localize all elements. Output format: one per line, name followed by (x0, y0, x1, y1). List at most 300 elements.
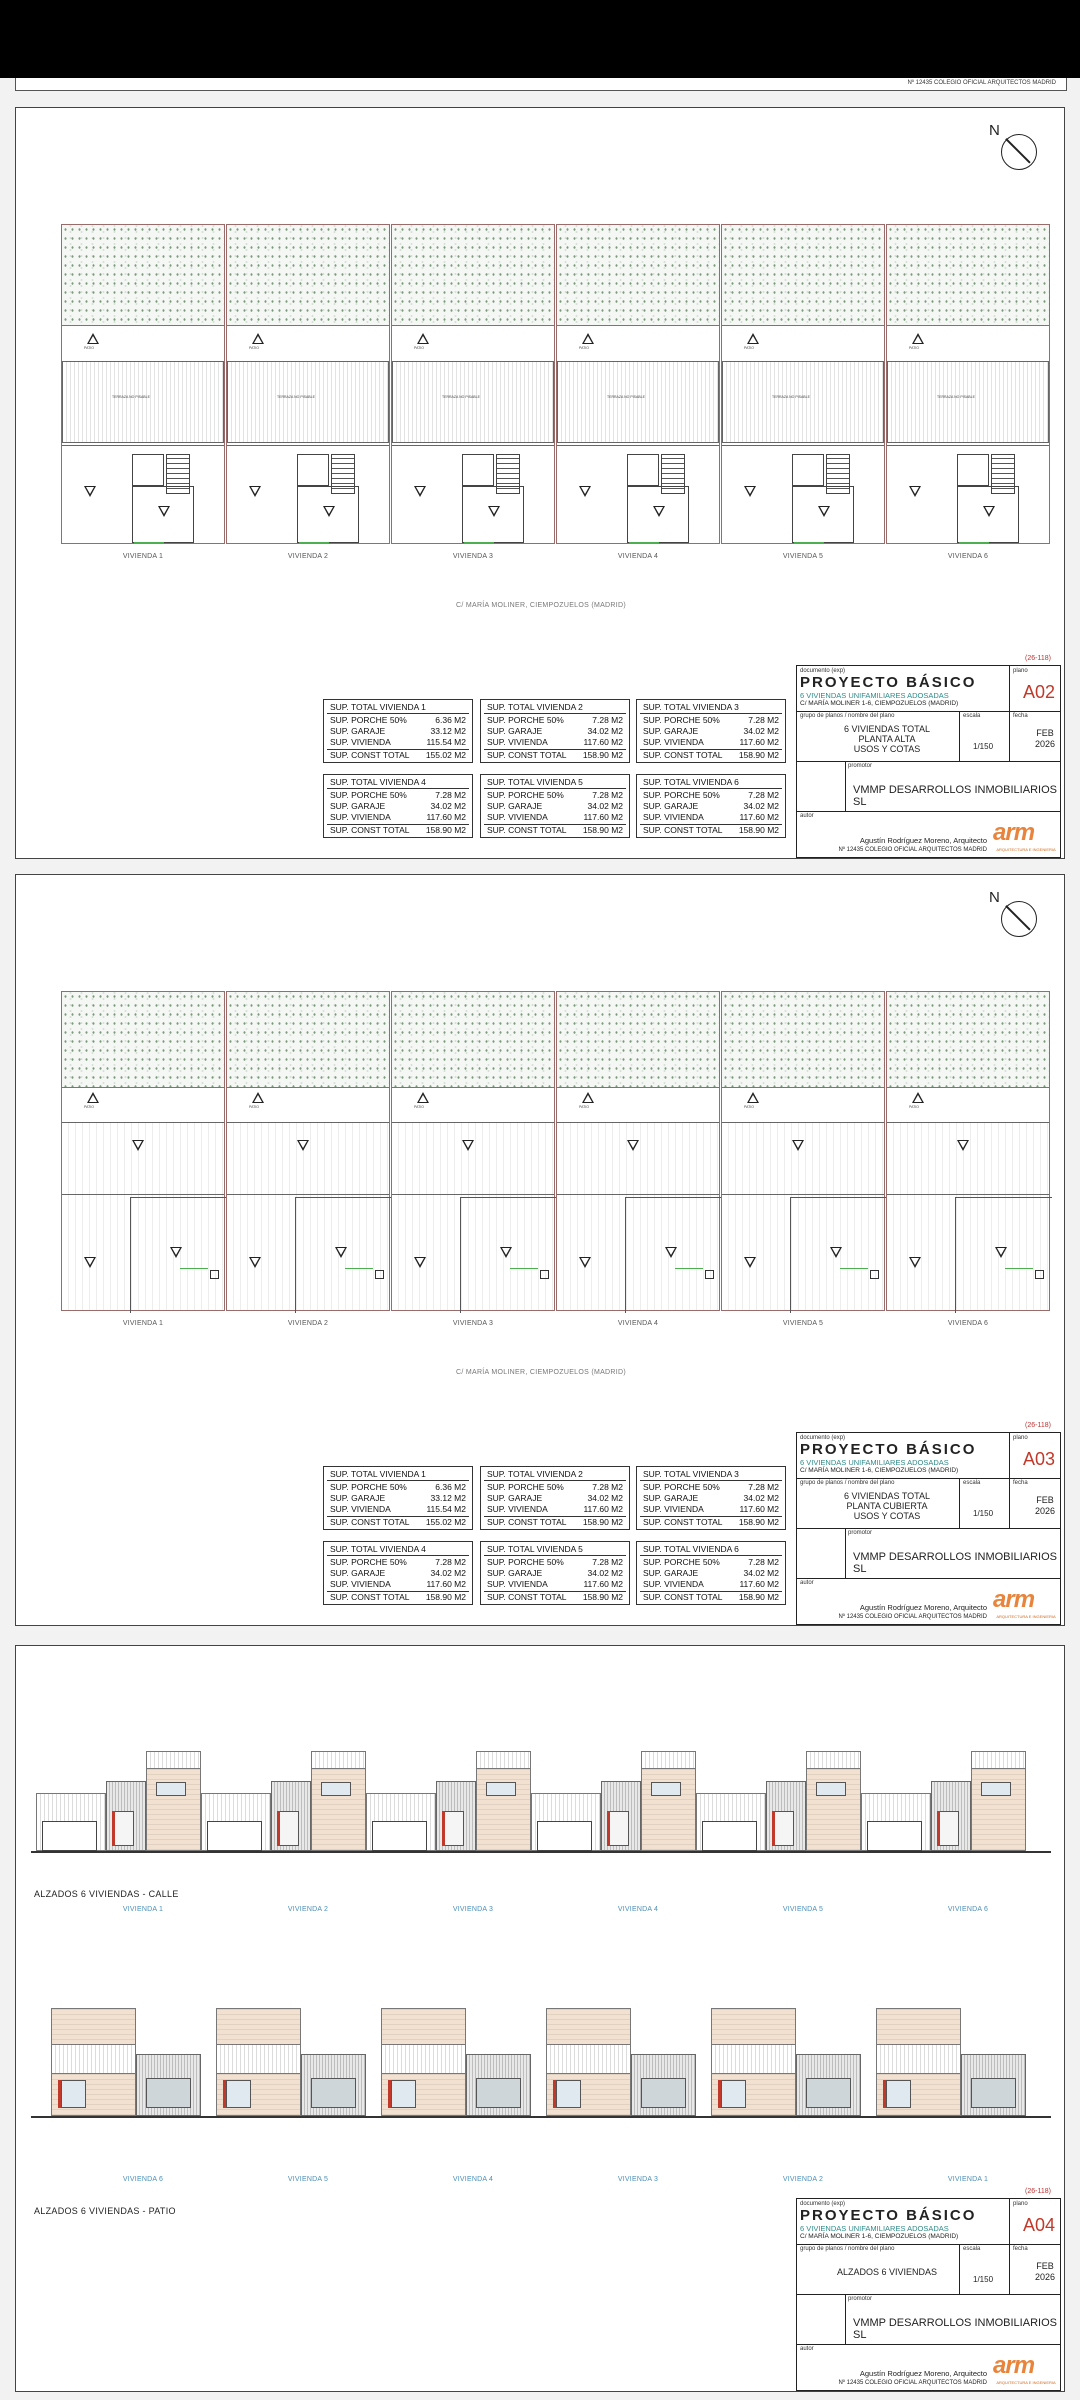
surface-row (487, 1493, 623, 1504)
logo-tagline: ARQUITECTURA E INGENIERIA (996, 2380, 1056, 2385)
surface-value: 34.02 M2 (743, 1568, 779, 1578)
logo-tagline: ARQUITECTURA E INGENIERIA (996, 847, 1056, 852)
surface-table (480, 774, 630, 838)
surface-total-key: SUP. CONST TOTAL (487, 1592, 567, 1602)
surface-key: SUP. PORCHE 50% (643, 715, 720, 725)
table-rule (327, 1555, 469, 1556)
surface-key: SUP. VIVIENDA (330, 737, 391, 747)
surface-key: SUP. PORCHE 50% (330, 790, 407, 800)
house-label: VIVIENDA 3 (452, 1320, 494, 1327)
surface-value: 117.60 M2 (739, 812, 779, 822)
title-block-frame (796, 2198, 1061, 2391)
surface-table-title: SUP. TOTAL VIVIENDA 4 (330, 777, 426, 787)
document-title: PROYECTO BÁSICO (800, 1441, 977, 1458)
plan-unit (391, 991, 555, 1311)
plano-label: plano (1013, 668, 1028, 674)
surface-key: SUP. VIVIENDA (330, 1504, 391, 1514)
firm-logo (993, 1583, 1059, 1619)
surface-value: 7.28 M2 (435, 1557, 466, 1567)
date-month: FEB (1036, 728, 1054, 738)
surface-value: 34.02 M2 (587, 801, 623, 811)
scale-label: escala (963, 2246, 981, 2252)
surface-total-value: 155.02 M2 (425, 750, 466, 760)
surface-row (330, 1504, 466, 1515)
logo-tagline: ARQUITECTURA E INGENIERIA (996, 1614, 1056, 1619)
surface-total-key: SUP. CONST TOTAL (643, 1592, 723, 1602)
patio-door (146, 2078, 191, 2108)
house-label: VIVIENDA 3 (452, 553, 494, 560)
street-label: C/ MARÍA MOLINER, CIEMPOZUELOS (MADRID) (456, 602, 626, 609)
rooms-area (557, 445, 719, 543)
patio-door (971, 2078, 1016, 2108)
promotor-label: promotor (848, 2296, 873, 2302)
firm-logo (993, 2349, 1059, 2385)
house-label: VIVIENDA 3 (452, 1906, 494, 1913)
garden-hatch (887, 992, 1049, 1088)
house-label: VIVIENDA 6 (947, 1320, 989, 1327)
window-frame-red (58, 2080, 61, 2108)
street-elevation (36, 1741, 1046, 1851)
author-registry: Nº 12435 COLEGIO OFICIAL ARQUITECTOS MADRID (838, 847, 987, 853)
garden-hatch (722, 992, 884, 1088)
level-marker-icon (582, 333, 594, 344)
north-arrow-icon (1001, 134, 1037, 170)
drawing-name-line: USOS Y COTAS (853, 1511, 921, 1521)
surface-table-title: SUP. TOTAL VIVIENDA 3 (643, 1469, 739, 1479)
street-label: C/ MARÍA MOLINER, CIEMPOZUELOS (MADRID) (456, 1369, 626, 1376)
window-frame-red (388, 2080, 391, 2108)
plan-unit (61, 991, 225, 1311)
upper-window (816, 1782, 846, 1796)
author-registry: Nº 12435 COLEGIO OFICIAL ARQUITECTOS MADRID (838, 2380, 987, 2386)
surface-total-row (643, 1592, 779, 1603)
surface-table (323, 699, 473, 763)
surface-row (330, 726, 466, 737)
level-marker-icon (627, 1140, 639, 1151)
surface-table-title: SUP. TOTAL VIVIENDA 1 (330, 1469, 426, 1479)
rear-window (556, 2080, 581, 2108)
surface-key: SUP. PORCHE 50% (487, 1482, 564, 1492)
project-address: C/ MARÍA MOLINER 1-6, CIEMPOZUELOS (MADRID) (800, 1467, 959, 1474)
house-label: VIVIENDA 2 (287, 553, 329, 560)
rear-white-band (216, 2044, 301, 2074)
bathroom (792, 454, 824, 486)
house-label: VIVIENDA 6 (122, 2176, 164, 2183)
logo-word: arm (993, 2352, 1035, 2379)
surface-key: SUP. VIVIENDA (487, 1579, 548, 1589)
divider (797, 1578, 1060, 1579)
ground-line (31, 1851, 1051, 1853)
plan-unit (886, 224, 1050, 544)
garden-hatch (392, 225, 554, 326)
railing-green (134, 542, 164, 544)
gutter-green (345, 1268, 373, 1269)
surface-key: SUP. PORCHE 50% (330, 1557, 407, 1567)
house-label: VIVIENDA 1 (122, 1906, 164, 1913)
house-label: VIVIENDA 4 (617, 553, 659, 560)
room-label: PATIO (579, 346, 589, 350)
plano-number: A03 (1023, 1449, 1056, 1469)
rear-window (391, 2080, 416, 2108)
date-label: fecha (1013, 713, 1028, 719)
level-marker-icon (252, 1092, 264, 1103)
surface-row (643, 1557, 779, 1568)
room-label: PATIO (909, 1105, 919, 1109)
logo-word: arm (993, 1586, 1035, 1613)
surface-key: SUP. PORCHE 50% (330, 1482, 407, 1492)
surface-key: SUP. VIVIENDA (487, 737, 548, 747)
garage-door (207, 1821, 262, 1851)
level-marker-icon (87, 333, 99, 344)
plano-number: A02 (1023, 682, 1056, 702)
surface-value: 34.02 M2 (743, 1493, 779, 1503)
level-marker-icon (87, 1092, 99, 1103)
scale-value: 1/150 (973, 2275, 994, 2284)
surface-key: SUP. GARAJE (487, 801, 543, 811)
room-label: PATIO (249, 1105, 259, 1109)
divider (959, 2244, 960, 2294)
rooms-area (227, 445, 389, 543)
garden-hatch (392, 992, 554, 1088)
surface-total-key: SUP. CONST TOTAL (487, 1517, 567, 1527)
level-marker-icon (579, 1257, 591, 1268)
divider (1009, 666, 1010, 761)
plano-label: plano (1013, 1435, 1028, 1441)
roof-label: TERRAZA NO PISABLE (277, 395, 315, 399)
drawing-name-line: PLANTA ALTA (858, 734, 916, 744)
surface-total-key: SUP. CONST TOTAL (330, 1517, 410, 1527)
garden-hatch (557, 225, 719, 326)
drawing-code: (26-118) (1025, 1422, 1051, 1429)
surface-row (487, 726, 623, 737)
surface-total-row (330, 825, 466, 836)
surface-key: SUP. VIVIENDA (330, 812, 391, 822)
surface-key: SUP. GARAJE (487, 1493, 543, 1503)
firm-logo (993, 816, 1059, 852)
house-label: VIVIENDA 1 (947, 2176, 989, 2183)
garden-hatch (722, 225, 884, 326)
surface-row (487, 790, 623, 801)
upper-window (156, 1782, 186, 1796)
surface-value: 7.28 M2 (748, 790, 779, 800)
garden-hatch (227, 992, 389, 1088)
surface-value: 7.28 M2 (748, 715, 779, 725)
surface-value: 7.28 M2 (435, 790, 466, 800)
surface-table (323, 1541, 473, 1605)
table-rule (327, 788, 469, 789)
level-marker-icon (158, 506, 170, 517)
date-year: 2026 (1034, 739, 1056, 749)
author-label: autor (800, 1580, 814, 1586)
rear-white-band (876, 2044, 961, 2074)
roof-terrace (62, 361, 224, 443)
surface-table-title: SUP. TOTAL VIVIENDA 4 (330, 1544, 426, 1554)
window-frame-red (553, 2080, 556, 2108)
surface-key: SUP. PORCHE 50% (330, 715, 407, 725)
surface-total-value: 158.90 M2 (738, 825, 779, 835)
promotor-label: promotor (848, 1530, 873, 1536)
drawing-name-line: USOS Y COTAS (853, 744, 921, 754)
garden-hatch (62, 225, 224, 326)
chimney-icon (375, 1270, 384, 1279)
level-marker-icon (909, 486, 921, 497)
surface-total-value: 158.90 M2 (425, 1592, 466, 1602)
surface-row (487, 812, 623, 823)
level-marker-icon (744, 486, 756, 497)
surface-value: 117.60 M2 (583, 1504, 623, 1514)
surface-total-key: SUP. CONST TOTAL (330, 750, 410, 760)
level-marker-icon (417, 333, 429, 344)
rear-white-band (51, 2044, 136, 2074)
parapet (806, 1751, 861, 1769)
surface-value: 34.02 M2 (430, 1568, 466, 1578)
parapet (971, 1751, 1026, 1769)
divider (797, 2344, 1060, 2345)
roof-slope-upper (722, 1122, 884, 1199)
floor-plan-upper (61, 224, 1051, 544)
surface-total-value: 158.90 M2 (582, 1592, 623, 1602)
surface-total-key: SUP. CONST TOTAL (330, 1592, 410, 1602)
surface-total-value: 158.90 M2 (738, 1517, 779, 1527)
drawing-name-line: 6 VIVIENDAS TOTAL (843, 724, 931, 734)
house-label: VIVIENDA 5 (782, 553, 824, 560)
surface-value: 34.02 M2 (743, 726, 779, 736)
surface-row (487, 737, 623, 748)
house-label: VIVIENDA 4 (617, 1906, 659, 1913)
patio-elevation-title: ALZADOS 6 VIVIENDAS - PATIO (34, 2206, 176, 2216)
title-block-frame (796, 665, 1061, 858)
divider (959, 711, 960, 761)
divider (797, 811, 1060, 812)
house-label: VIVIENDA 1 (122, 1320, 164, 1327)
house-label: VIVIENDA 5 (287, 2176, 329, 2183)
patio-elevation (36, 2006, 1046, 2116)
window-frame-red (883, 2080, 886, 2108)
surface-key: SUP. VIVIENDA (643, 1579, 704, 1589)
surface-key: SUP. GARAJE (487, 1568, 543, 1578)
drawing-code: (26-118) (1025, 2188, 1051, 2195)
group-label: grupo de planos / nombre del plano (800, 1480, 895, 1486)
door-frame-red (442, 1811, 445, 1846)
bathroom (297, 454, 329, 486)
scale-label: escala (963, 713, 981, 719)
patio-door (476, 2078, 521, 2108)
street-elevation-title: ALZADOS 6 VIVIENDAS - CALLE (34, 1889, 179, 1899)
surface-value: 6.36 M2 (435, 1482, 466, 1492)
level-marker-icon (488, 506, 500, 517)
upper-window (321, 1782, 351, 1796)
room-label: PATIO (84, 1105, 94, 1109)
surface-row (330, 737, 466, 748)
surface-total-row (330, 1592, 466, 1603)
surface-value: 33.12 M2 (430, 726, 466, 736)
surface-key: SUP. GARAJE (330, 726, 386, 736)
surface-key: SUP. GARAJE (643, 1493, 699, 1503)
document-label: documento (exp) (800, 2201, 846, 2207)
table-rule (640, 1480, 782, 1481)
garage-door (702, 1821, 757, 1851)
surface-table-title: SUP. TOTAL VIVIENDA 5 (487, 1544, 583, 1554)
drawing-code: (26-118) (1025, 655, 1051, 662)
surface-row (487, 715, 623, 726)
surface-key: SUP. VIVIENDA (487, 1504, 548, 1514)
surface-key: SUP. VIVIENDA (643, 737, 704, 747)
patio-door (311, 2078, 356, 2108)
level-marker-icon (170, 1247, 182, 1258)
house-label: VIVIENDA 6 (947, 1906, 989, 1913)
gutter-green (180, 1268, 208, 1269)
rear-window (721, 2080, 746, 2108)
upper-window (486, 1782, 516, 1796)
gutter-green (840, 1268, 868, 1269)
surface-total-value: 158.90 M2 (582, 1517, 623, 1527)
surface-row (487, 801, 623, 812)
table-rule (484, 713, 626, 714)
title-block-frame (796, 1432, 1061, 1625)
surface-total-key: SUP. CONST TOTAL (643, 825, 723, 835)
divider (797, 761, 1060, 762)
surface-value: 7.28 M2 (592, 790, 623, 800)
roof-terrace (887, 361, 1049, 443)
surface-value: 7.28 M2 (592, 1482, 623, 1492)
level-marker-icon (579, 486, 591, 497)
chimney-icon (540, 1270, 549, 1279)
date-month: FEB (1036, 1495, 1054, 1505)
document-label: documento (exp) (800, 668, 846, 674)
room-label: PATIO (84, 346, 94, 350)
roof-plan (61, 991, 1051, 1311)
author-label: autor (800, 813, 814, 819)
level-marker-icon (665, 1247, 677, 1258)
level-marker-icon (957, 1140, 969, 1151)
surface-total-key: SUP. CONST TOTAL (643, 750, 723, 760)
surface-value: 34.02 M2 (587, 1568, 623, 1578)
project-address: C/ MARÍA MOLINER 1-6, CIEMPOZUELOS (MADRID) (800, 2233, 959, 2240)
plan-unit (391, 224, 555, 544)
gutter-green (675, 1268, 703, 1269)
previous-sheet-strip (15, 78, 1067, 91)
door-frame-red (607, 1811, 610, 1846)
surface-value: 7.28 M2 (592, 715, 623, 725)
roof-terrace (227, 361, 389, 443)
surface-total-row (643, 825, 779, 836)
author-name: Agustín Rodríguez Moreno, Arquitecto (859, 836, 987, 845)
level-marker-icon (132, 1140, 144, 1151)
room-label: PATIO (414, 346, 424, 350)
surface-total-value: 158.90 M2 (582, 825, 623, 835)
surface-value: 7.28 M2 (748, 1557, 779, 1567)
promotor-label: promotor (848, 763, 873, 769)
surface-key: SUP. PORCHE 50% (487, 715, 564, 725)
entry-door (279, 1811, 299, 1846)
rooms-area (392, 445, 554, 543)
surface-total-row (487, 1517, 623, 1528)
surface-row (487, 1568, 623, 1579)
surface-value: 117.60 M2 (583, 812, 623, 822)
surface-table-title: SUP. TOTAL VIVIENDA 2 (487, 702, 583, 712)
level-marker-icon (252, 333, 264, 344)
surface-table (480, 1541, 630, 1605)
surface-value: 117.60 M2 (739, 1579, 779, 1589)
surface-value: 7.28 M2 (592, 1557, 623, 1567)
level-marker-icon (462, 1140, 474, 1151)
document-title: PROYECTO BÁSICO (800, 674, 977, 691)
surface-key: SUP. GARAJE (643, 1568, 699, 1578)
date-month: FEB (1036, 2261, 1054, 2271)
document-label: documento (exp) (800, 1435, 846, 1441)
surface-row (643, 801, 779, 812)
surface-row (487, 1557, 623, 1568)
chimney-icon (210, 1270, 219, 1279)
upper-window (981, 1782, 1011, 1796)
divider (797, 1478, 1060, 1479)
house-label: VIVIENDA 6 (947, 553, 989, 560)
upper-window (651, 1782, 681, 1796)
table-rule (484, 788, 626, 789)
entry-door (444, 1811, 464, 1846)
level-marker-icon (417, 1092, 429, 1103)
scale-label: escala (963, 1480, 981, 1486)
drawing-sheet-a03 (15, 874, 1065, 1626)
surface-row (487, 1504, 623, 1515)
surface-row (487, 1482, 623, 1493)
north-label: N (989, 122, 1000, 139)
level-marker-icon (249, 486, 261, 497)
house-label: VIVIENDA 4 (452, 2176, 494, 2183)
door-frame-red (772, 1811, 775, 1846)
door-frame-red (937, 1811, 940, 1846)
level-marker-icon (912, 1092, 924, 1103)
plan-unit (226, 224, 390, 544)
chimney-icon (1035, 1270, 1044, 1279)
bathroom (627, 454, 659, 486)
surface-table (480, 699, 630, 763)
house-label: VIVIENDA 1 (122, 553, 164, 560)
entry-door (609, 1811, 629, 1846)
divider (845, 1528, 846, 1578)
rooms-area (887, 445, 1049, 543)
level-marker-icon (297, 1140, 309, 1151)
garage-door (867, 1821, 922, 1851)
author-registry: Nº 12435 COLEGIO OFICIAL ARQUITECTOS MADRID (838, 1614, 987, 1620)
surface-value: 34.02 M2 (587, 726, 623, 736)
promotor-name: VMMP DESARROLLOS INMOBILIARIOS SL (853, 2317, 1057, 2341)
garden-hatch (62, 992, 224, 1088)
roof-label: TERRAZA NO PISABLE (442, 395, 480, 399)
plan-unit (226, 991, 390, 1311)
top-black-bar (0, 0, 1080, 78)
entry-door (774, 1811, 794, 1846)
level-marker-icon (414, 1257, 426, 1268)
plano-number: A04 (1023, 2215, 1056, 2235)
rear-window (886, 2080, 911, 2108)
project-subtitle: 6 VIVIENDAS UNIFAMILIARES ADOSADAS (800, 1458, 949, 1467)
roof-label: TERRAZA NO PISABLE (112, 395, 150, 399)
patio-door (641, 2078, 686, 2108)
divider (1009, 2199, 1010, 2294)
gutter-green (1005, 1268, 1033, 1269)
divider (959, 1478, 960, 1528)
garage-door (372, 1821, 427, 1851)
group-label: grupo de planos / nombre del plano (800, 2246, 895, 2252)
plan-unit (556, 224, 720, 544)
level-marker-icon (582, 1092, 594, 1103)
ground-line (31, 2116, 1051, 2118)
surface-key: SUP. VIVIENDA (643, 812, 704, 822)
divider (845, 761, 846, 811)
surface-key: SUP. GARAJE (643, 726, 699, 736)
surface-row (643, 737, 779, 748)
